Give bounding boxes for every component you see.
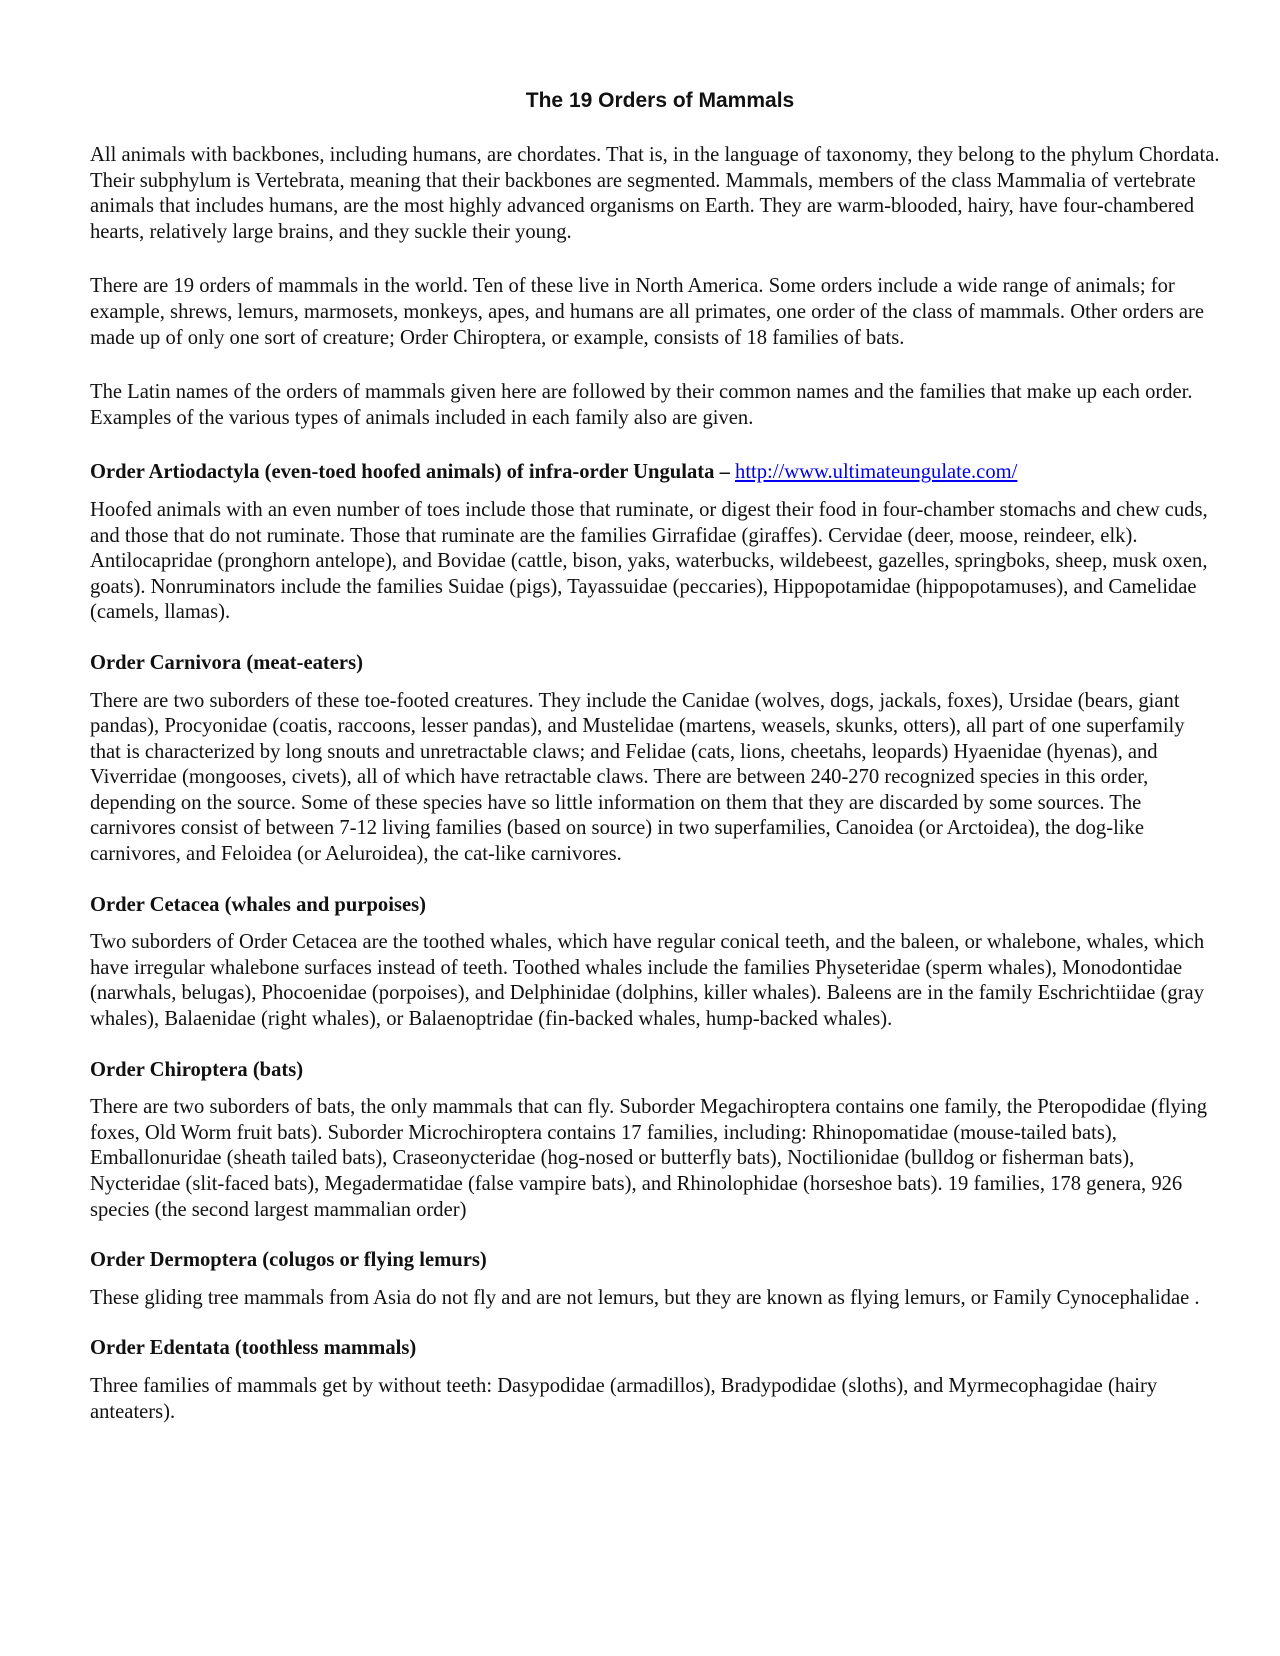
order-edentata (90, 1336, 1220, 1425)
intro-section (90, 143, 1220, 431)
order-description: These gliding tree mammals from Asia do not fly and are not lemurs, but they are known as flying lemurs, or Family Cynocephalidae . (90, 1286, 1200, 1309)
order-heading: Order Dermoptera (colugos or flying lemurs) (90, 1249, 487, 1272)
order-carnivora (90, 651, 1220, 868)
order-heading: Order Edentata (toothless mammals) (90, 1337, 417, 1360)
order-dermoptera (90, 1248, 1220, 1311)
intro-paragraph: The Latin names of the orders of mammals given here are followed by their common names and the families that make up each order. Examples of the various types of animals included in each family also are given. (90, 381, 1193, 429)
order-artiodactyla (90, 460, 1220, 626)
order-description: Three families of mammals get by without teeth: Dasypodidae (armadillos), Bradypodidae (sloths), and Myrmecophagidae (hairy anteaters). (90, 1374, 1158, 1423)
order-description: Hoofed animals with an even number of toes include those that ruminate, or digest their food in four-chamber stomachs and chew cuds, and those that do not ruminate. Those that ruminate are the families Girrafidae (giraffes). Cervidae (deer, moose, reindeer, elk). Antilocapridae (pronghorn antelope), and Bovidae (cattle, bison, yaks, waterbucks, wildebeest, gazelles, springboks, sheep, musk oxen, goats). Nonruminators include the families Suidae (pigs), Tayassuidae (peccaries), Hippopotamidae (hippopotamuses), and Camelidae (camels, llamas). (90, 498, 1208, 624)
order-description: Two suborders of Order Cetacea are the toothed whales, which have regular conical teeth, and the baleen, or whalebone, whales, which have irregular whalebone surfaces instead of teeth. Toothed whales include the families Physeteridae (sperm whales), Monodontidae (narwhals, belugas), Phocoenidae (porpoises), and Delphinidae (dolphins, killer whales). Baleens are in the family Eschrichtiidae (gray whales), Balaenidae (right whales), or Balaenoptridae (fin-backed whales, hump-backed whales). (90, 931, 1205, 1031)
order-cetacea (90, 893, 1220, 1033)
ultimate-ungulate-link[interactable]: http://www.ultimateungulate.com/ (735, 461, 1018, 484)
intro-paragraph: All animals with backbones, including humans, are chordates. That is, in the language of taxonomy, they belong to the phylum Chordata. Their subphylum is Vertebrata, meaning that their backbones are segmented. Mammals, members of the class Mammalia of vertebrate animals that includes humans, are the most highly advanced organisms on Earth. They are warm-blooded, hairy, have four-chambered hearts, relatively large brains, and they suckle their young. (90, 144, 1220, 243)
order-heading: Order Carnivora (meat-eaters) (90, 651, 363, 674)
order-heading: Order Cetacea (whales and purpoises) (90, 893, 426, 916)
document-page (90, 88, 1220, 1450)
page-title: The 19 Orders of Mammals (525, 89, 795, 112)
order-chiroptera (90, 1058, 1220, 1224)
order-heading: Order Chiroptera (bats) (90, 1058, 304, 1081)
order-description: There are two suborders of bats, the only mammals that can fly. Suborder Megachiroptera contains one family, the Pteropodidae (flying foxes, Old Worm fruit bats). Suborder Microchiroptera contains 17 families, including: Rhinopomatidae (mouse-tailed bats), Emballonuridae (sheath tailed bats), Craseonycteridae (hog-nosed or butterfly bats), Noctilionidae (bulldog or fisherman bats), Nycteridae (slit-faced bats), Megadermatidae (false vampire bats), and Rhinolophidae (horseshoe bats). 19 families, 178 genera, 926 species (the second largest mammalian order) (90, 1096, 1208, 1221)
order-description: There are two suborders of these toe-footed creatures. They include the Canidae (wolves, dogs, jackals, foxes), Ursidae (bears, giant pandas), Procyonidae (coatis, raccoons, lesser pandas), and Mustelidae (martens, weasels, skunks, otters), all part of one superfamily that is characterized by long snouts and unretractable claws; and Felidae (cats, lions, cheetahs, leopards) Hyaenidae (hyenas), and Viverridae (mongooses, civets), all of which have retractable claws. There are between 240-270 recognized species in this order, depending on the source. Some of these species have so little information on them that they are discarded by some sources. The carnivores consist of between 7-12 living families (based on source) in two superfamilies, Canoidea (or Arctoidea), the dog-like carnivores, and Feloidea (or Aeluroidea), the cat-like carnivores. (90, 689, 1185, 866)
order-heading (90, 460, 1220, 486)
order-heading-text: Order Artiodactyla (even-toed hoofed animals) of infra-order Ungulata – (90, 461, 736, 484)
intro-paragraph: There are 19 orders of mammals in the world. Ten of these live in North America. Some orders include a wide range of animals; for example, shrews, lemurs, marmosets, monkeys, apes, and humans are all primates, one order of the class of mammals. Other orders are made up of only one sort of creature; Order Chiroptera, or example, consists of 18 families of bats. (90, 275, 1205, 349)
